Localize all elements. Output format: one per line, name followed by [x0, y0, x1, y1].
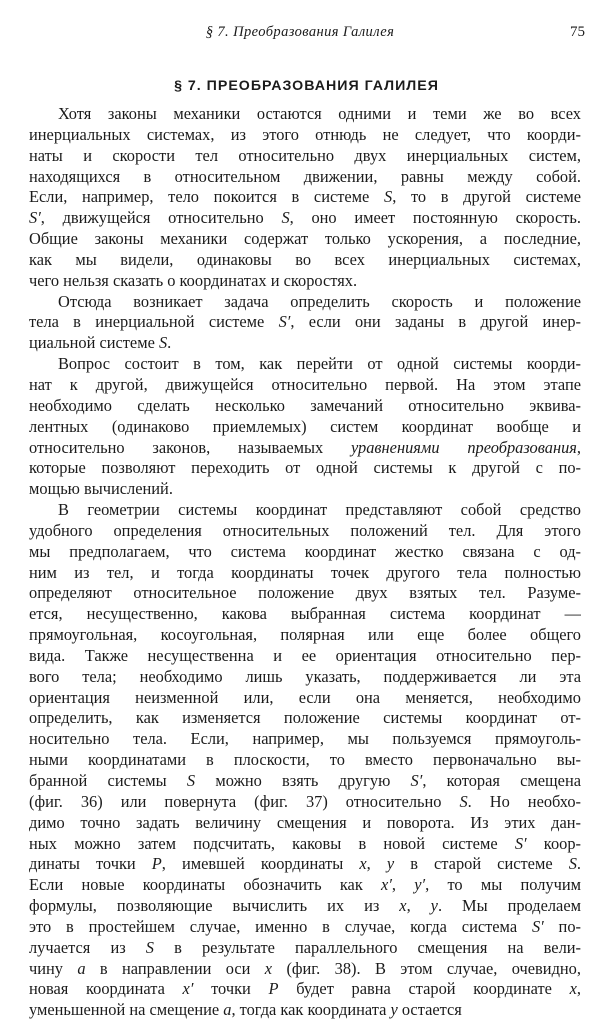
- text-line: бранной системы S можно взять другую S′, которая смещена: [29, 771, 581, 790]
- paragraph: [29, 354, 581, 500]
- text-line: необходимо сделать несколько замечаний относительно эквива-: [29, 395, 581, 415]
- text-line: нат к другой, движущейся относительно первой. На этом этапе: [29, 374, 581, 394]
- text-line: относительно законов, называемых уравнениями преобразования,: [29, 437, 581, 457]
- running-header-title: § 7. Преобразования Галилея: [205, 24, 395, 40]
- text-line: Вопрос состоит в том, как перейти от одной системы коорди-: [58, 354, 581, 374]
- paragraph: [29, 292, 581, 355]
- text-line: Если новые координаты обозначить как x′, y′, то мы получим: [29, 875, 581, 895]
- paragraph: [29, 500, 581, 1021]
- text-line: инерциальных системах, из этого отнюдь не следует, что коорди-: [29, 124, 581, 144]
- text-line: уменьшенной на смещение a, тогда как координата y остается: [29, 1000, 462, 1020]
- text-line: удобного определения относительных положений тел. Для этого: [29, 520, 581, 540]
- text-line: наты и скорости тел относительно двух инерциальных систем,: [29, 145, 581, 165]
- page-number: 75: [570, 24, 585, 40]
- text-line: определить, как изменяется положение системы координат от-: [29, 708, 581, 728]
- text-line: находящихся в относительном движении, равны между собой.: [29, 166, 581, 186]
- text-line: тела в инерциальной системе S′, если они заданы в другой инер-: [29, 312, 581, 332]
- text-line: Общие законы механики содержат только ускорения, а последние,: [29, 229, 581, 249]
- text-line: Хотя законы механики остаются одними и теми же во всех: [58, 104, 581, 123]
- text-line: динаты точки P, имевшей координаты x, y в старой системе S.: [29, 854, 581, 874]
- text-line: это в простейшем случае, именно в случае, когда система S′ по-: [29, 916, 581, 936]
- text-line: ним из тел, и тогда координаты точек другого тела полностью: [29, 562, 581, 582]
- text-line: формулы, позволяющие вычислить их из x, y. Мы проделаем: [29, 896, 581, 916]
- text-line: лучается из S в результате параллельного смещения на вели-: [29, 937, 581, 957]
- text-line: ных можно затем подсчитать, каковы в новой системе S′ коор-: [29, 833, 581, 853]
- text-line: ется, несущественно, какова выбранная система координат —: [29, 604, 581, 624]
- text-line: Если, например, тело покоится в системе S, то в другой системе: [29, 187, 581, 207]
- text-line: В геометрии системы координат представляют собой средство: [58, 500, 581, 520]
- text-line: чину a в направлении оси x (фиг. 38). В этом случае, очевидно,: [29, 958, 581, 978]
- section-title: § 7. ПРЕОБРАЗОВАНИЯ ГАЛИЛЕЯ: [174, 78, 439, 94]
- text-line: лентных (одинаково приемлемых) систем координат вообще и: [29, 416, 581, 436]
- text-line: ориентация неизменной или, если она меняется, необходимо: [29, 687, 581, 707]
- text-line: определяют относительное положение двух взятых тел. Разуме-: [29, 583, 581, 603]
- text-line: мы предполагаем, что система координат жестко связана с од-: [29, 541, 581, 561]
- text-line: циальной системе S.: [29, 333, 172, 353]
- text-line: как мы видели, одинаковы во всех инерциальных системах,: [29, 249, 581, 269]
- text-line: ными координатами в плоскости, то вместо первоначально вы-: [29, 750, 581, 770]
- text-line: димо точно задать величину смещения и поворота. Из этих дан-: [29, 812, 581, 832]
- paragraph: [29, 104, 581, 292]
- text-line: вого тела; необходимо лишь указать, поддерживается ли эта: [29, 666, 581, 686]
- text-line: которые позволяют переходить от одной системы к другой с по-: [29, 458, 581, 478]
- text-line: прямоугольная, косоугольная, полярная или еще более общего: [29, 625, 581, 645]
- text-line: чего нельзя сказать о координатах и скоростях.: [29, 270, 358, 290]
- body-text: [29, 104, 581, 1021]
- text-line: вида. Также несущественна и ее ориентация относительно пер-: [29, 645, 581, 665]
- text-line: Отсюда возникает задача определить скорость и положение: [58, 291, 581, 311]
- text-line: (фиг. 36) или повернута (фиг. 37) относительно S. Но необхо-: [29, 791, 581, 811]
- text-line: новая координата x′ точки P будет равна старой координате x,: [29, 979, 581, 999]
- text-line: S′, движущейся относительно S, оно имеет постоянную скорость.: [29, 208, 581, 228]
- text-line: носительно тела. Если, например, мы пользуемся прямоуголь-: [29, 729, 581, 749]
- text-line: мощью вычислений.: [29, 479, 173, 499]
